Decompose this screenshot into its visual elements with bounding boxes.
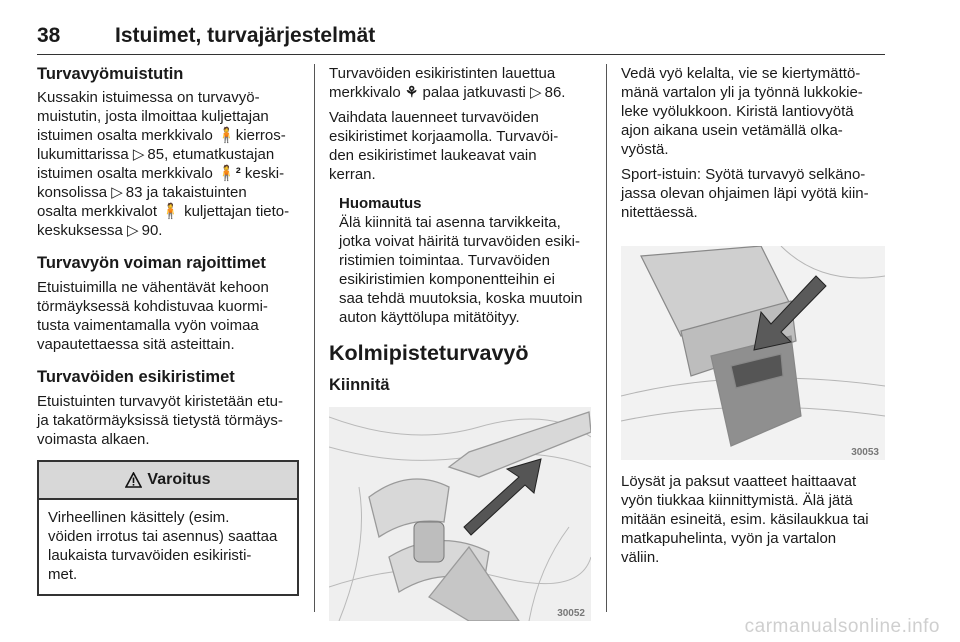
page-reference-arrow-icon: ▷ (111, 184, 123, 201)
text-line: esikiristimet korjaamolla. Turvavöi- (329, 128, 559, 145)
limiter-paragraph (37, 278, 299, 354)
text-line: Turvavöiden esikiristinten lauettua (329, 65, 556, 82)
text-line: Löysät ja paksut vaatteet haittaavat (621, 473, 857, 490)
clothing-paragraph (621, 472, 889, 567)
page-header (37, 24, 885, 55)
text-line: vapautettaessa sitä asteittain. (37, 336, 235, 353)
section-heading-pretensioner: Turvavöiden esikiristimet (37, 368, 235, 386)
text-line: kuljettajan tieto- (179, 203, 290, 220)
text-line: Vaihdata lauenneet turvavöiden (329, 109, 539, 126)
reminder-paragraph (37, 88, 299, 240)
text-line: jassa olevan ohjaimen läpi vyötä kiin- (621, 185, 869, 202)
column-2 (329, 64, 593, 621)
text-line: mänä vartalon yli ja työnnä lukkokie- (621, 84, 863, 101)
warning-header (39, 462, 297, 500)
text-line: merkkivalo (329, 84, 405, 101)
text-line: tusta vaimentamalla vyön voimaa (37, 317, 259, 334)
watermark: carmanualsonline.info (744, 616, 940, 637)
text-line: 90. (141, 222, 163, 239)
text-line: auton käyttölupa mitätöityy. (339, 309, 520, 326)
text-line: Etuistuimilla ne vähentävät kehoon (37, 279, 269, 296)
pull-belt-paragraph (621, 64, 889, 159)
text-line: laukaista turvavöiden esikiristi- (48, 547, 252, 564)
page-reference-arrow-icon: ▷ (530, 84, 542, 101)
seatbelt-person-icon: 🧍 (161, 203, 180, 220)
page-title: Istuimet, turvajärjestelmät (115, 24, 376, 47)
text-line: voimasta alkaen. (37, 431, 150, 448)
text-line: met. (48, 566, 78, 583)
belt-fastening-drawing (329, 407, 591, 621)
text-line: konsolissa (37, 184, 112, 201)
text-line: jotka voivat häiritä turvavöiden esiki- (339, 233, 580, 250)
column-divider (606, 64, 607, 612)
buckle-drawing (621, 246, 885, 460)
note-block (339, 194, 593, 327)
text-line: Sport-istuin: Syötä turvavyö selkäno- (621, 166, 866, 183)
text-line: muistutin, josta ilmoittaa kuljettajan (37, 108, 269, 125)
text-line: Älä kiinnitä tai asenna tarvikkeita, (339, 214, 561, 231)
sport-seat-paragraph (621, 165, 889, 222)
airbag-indicator-icon: ⚘ (404, 84, 419, 101)
note-title: Huomautus (339, 195, 422, 212)
pretensioner-paragraph (37, 392, 299, 449)
replace-paragraph (329, 108, 593, 184)
section-heading-three-point-belt: Kolmipisteturvavyö (329, 341, 529, 365)
text-line: ristimien toimintaa. Turvavöiden (339, 252, 550, 269)
column-divider (314, 64, 315, 612)
text-line: matkapuhelinta, vyön ja vartalon (621, 530, 837, 547)
text-line: 85, etumatkustajan (147, 146, 275, 163)
figure-number: 30053 (851, 447, 879, 458)
page-number: 38 (37, 24, 61, 47)
text-line: Kussakin istuimessa on turvavyö- (37, 89, 260, 106)
warning-triangle-icon (125, 472, 142, 488)
text-line: kerran. (329, 166, 376, 183)
text-line: istuimen osalta merkkivalo (37, 165, 218, 182)
text-line: den esikiristimet laukeavat vain (329, 147, 537, 164)
warning-title: Varoitus (147, 471, 211, 488)
warning-box (37, 460, 299, 596)
text-line: saa tehdä muutoksia, koska muutoin (339, 290, 583, 307)
text-line: väliin. (621, 549, 660, 566)
text-line: Virheellinen käsittely (esim. (48, 509, 230, 526)
column-3 (621, 64, 889, 567)
seatbelt-person-icon: 🧍² (217, 165, 241, 182)
page-reference-arrow-icon: ▷ (127, 222, 139, 239)
text-line: kierros- (235, 127, 286, 144)
text-line: Etuistuinten turvavyöt kiristetään etu- (37, 393, 283, 410)
text-line: osalta merkkivalot (37, 203, 162, 220)
text-line: palaa jatkuvasti (418, 84, 531, 101)
text-line: mitään esineitä, esim. käsilaukkua tai (621, 511, 869, 528)
seatbelt-person-icon: 🧍 (217, 127, 236, 144)
text-line: törmäyksessä kohdistuvaa kuormi- (37, 298, 268, 315)
text-line: nitettäessä. (621, 204, 698, 221)
text-line: vyöstä. (621, 141, 669, 158)
illustration-buckle (621, 246, 885, 460)
text-line: istuimen osalta merkkivalo (37, 127, 218, 144)
text-line: leke vyölukkoon. Kiristä lantiovyötä (621, 103, 854, 120)
text-line: ajon aikana usein vetämällä olka- (621, 122, 843, 139)
section-heading-limiter: Turvavyön voiman rajoittimet (37, 254, 266, 272)
subheading-fasten: Kiinnitä (329, 376, 390, 394)
text-line: 83 ja takaistuinten (125, 184, 247, 201)
warning-body (39, 500, 297, 594)
text-line: Vedä vyö kelalta, vie se kiertymättö- (621, 65, 861, 82)
text-line: keskuksessa (37, 222, 128, 239)
text-line: lukumittarissa (37, 146, 133, 163)
pretensioner-indicator-paragraph (329, 64, 593, 102)
page-reference-arrow-icon: ▷ (132, 146, 145, 163)
text-line: keski- (240, 165, 285, 182)
text-line: vyön tiukkaa kiinnittymistä. Älä jätä (621, 492, 853, 509)
section-heading-reminder: Turvavyömuistutin (37, 65, 184, 83)
figure-number: 30052 (557, 608, 585, 619)
text-line: 86. (544, 84, 566, 101)
text-line: vöiden irrotus tai asennus) saattaa (48, 528, 278, 545)
column-1 (37, 64, 299, 596)
illustration-fastening-belt (329, 407, 591, 621)
text-line: esikiristimien komponentteihin ei (339, 271, 555, 288)
text-line: ja takatörmäyksissä tietystä törmäys- (37, 412, 283, 429)
